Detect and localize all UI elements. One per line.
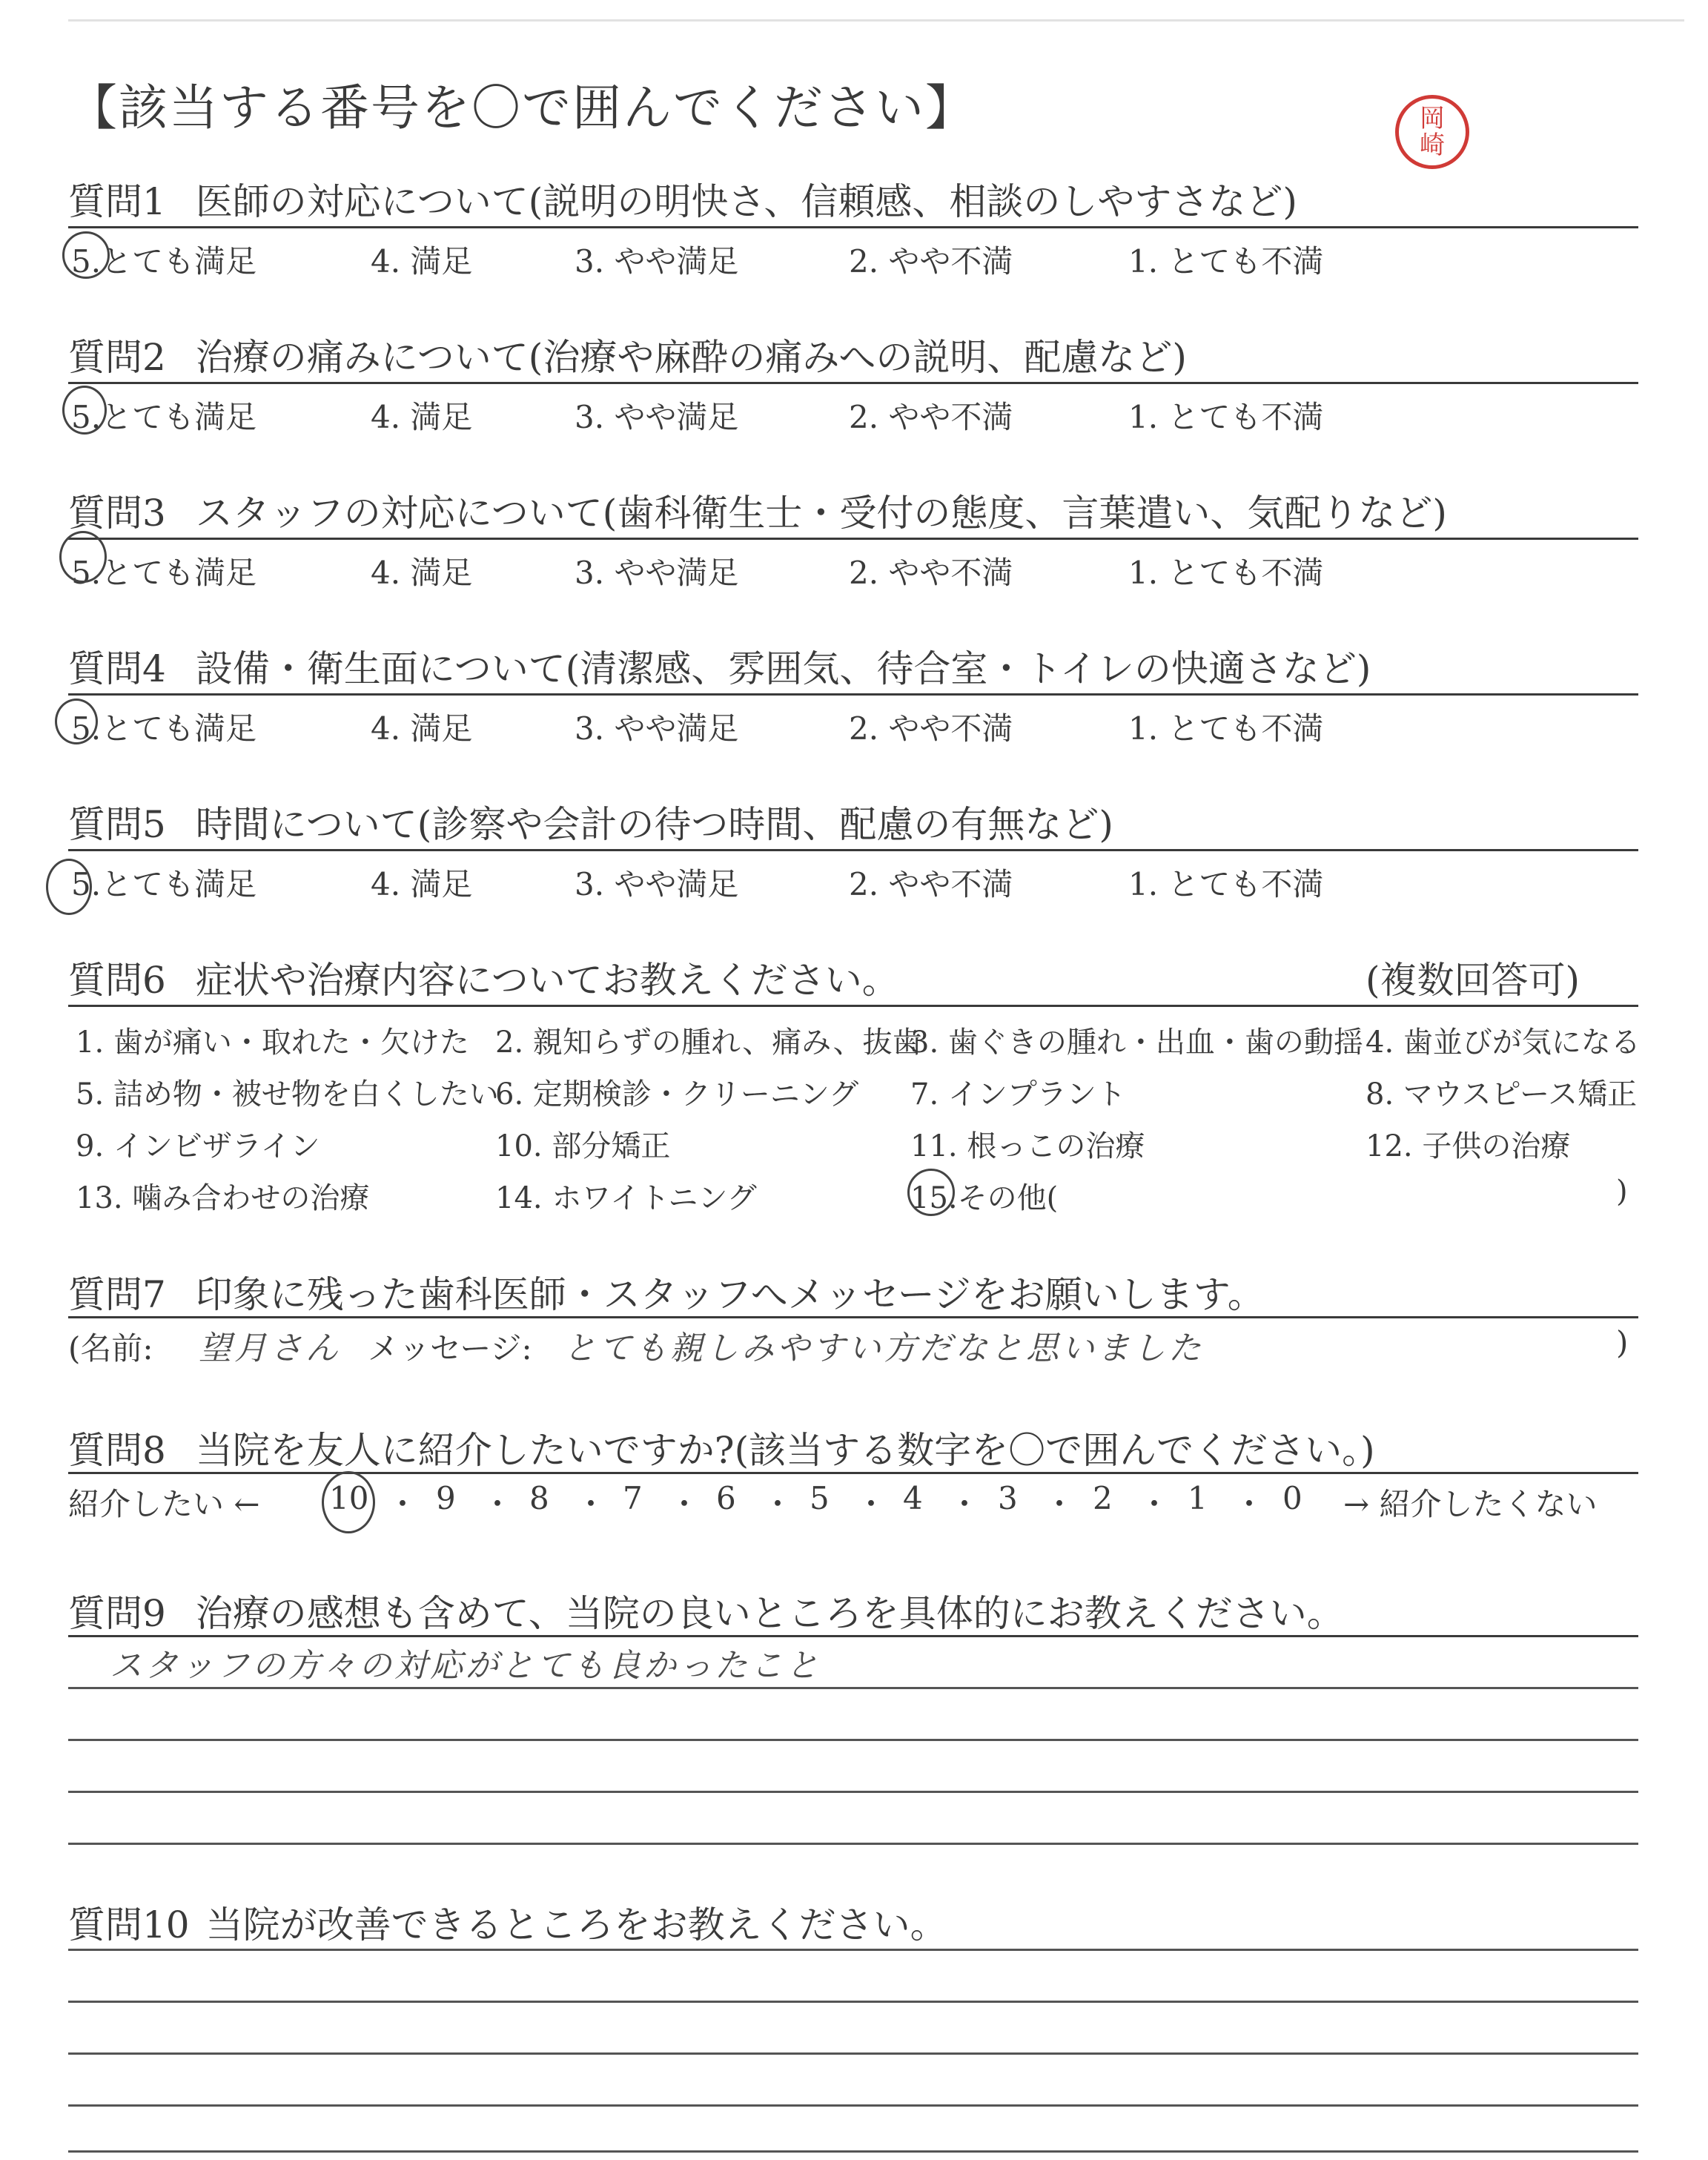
q8-scale-4[interactable]: 4 <box>903 1480 923 1516</box>
q7-message-value[interactable]: とても親しみやすい方だなと思いました <box>563 1330 1204 1367</box>
q3-title: 質問3 スタッフの対応について(歯科衛生士・受付の態度、言葉遣い、気配りなど) <box>68 492 1447 535</box>
q2-option-2[interactable]: 2. やや不満 <box>849 399 1013 435</box>
q3-option-5[interactable]: 5.とても満足 <box>71 555 257 591</box>
q3-option-4[interactable]: 4. 満足 <box>371 555 473 591</box>
q8-dot: ・ <box>1234 1486 1265 1522</box>
q9-answer[interactable]: スタッフの方々の対応がとても良かったこと <box>110 1647 821 1685</box>
q6-option-11[interactable]: 11. 根っこの治療 <box>910 1129 1145 1163</box>
q6-option-14[interactable]: 14. ホワイトニング <box>495 1181 757 1215</box>
q4-title: 質問4 設備・衛生面について(清潔感、雰囲気、待合室・トイレの快適さなど) <box>68 647 1371 690</box>
q3-option-1[interactable]: 1. とても不満 <box>1128 555 1324 591</box>
q6-option-1[interactable]: 1. 歯が痛い・取れた・欠けた <box>76 1025 469 1060</box>
q9-answer-line-3 <box>68 1791 1638 1793</box>
q5-option-4[interactable]: 4. 満足 <box>371 866 473 902</box>
q6-option-2[interactable]: 2. 親知らずの腫れ、痛み、抜歯 <box>495 1025 922 1060</box>
q6-option-12[interactable]: 12. 子供の治療 <box>1366 1129 1571 1163</box>
q4-option-3[interactable]: 3. やや満足 <box>575 710 739 747</box>
q5-option-5[interactable]: 5.とても満足 <box>71 866 257 902</box>
q7-close-paren: ) <box>1616 1324 1629 1361</box>
q7-name-value[interactable]: 望月さん <box>199 1330 341 1367</box>
q7-title: 質問7 印象に残った歯科医師・スタッフへメッセージをお願いします。 <box>68 1273 1265 1316</box>
q8-dot: ・ <box>949 1486 981 1522</box>
q6-option-13[interactable]: 13. 噛み合わせの治療 <box>76 1181 370 1215</box>
q8-scale-10[interactable]: 10 <box>329 1480 369 1516</box>
q8-dot: ・ <box>669 1486 701 1522</box>
q8-dot: ・ <box>387 1486 419 1522</box>
q8-scale-8[interactable]: 8 <box>529 1480 549 1516</box>
q8-right-label: → 紹介したくない <box>1343 1486 1598 1522</box>
q6-option-5[interactable]: 5. 詰め物・被せ物を白くしたい <box>76 1077 499 1112</box>
q7-message-label: メッセージ: <box>368 1330 532 1367</box>
q1-option-5[interactable]: 5.とても満足 <box>71 243 257 280</box>
q8-scale-2[interactable]: 2 <box>1093 1480 1113 1516</box>
q9-title: 質問9 治療の感想も含めて、当院の良いところを具体的にお教えください。 <box>68 1592 1344 1635</box>
q10-answer-line-5 <box>68 2150 1638 2153</box>
q8-scale-6[interactable]: 6 <box>716 1480 736 1516</box>
q2-rule <box>68 382 1638 384</box>
q6-rule <box>68 1005 1638 1007</box>
q6-option-9[interactable]: 9. インビザライン <box>76 1129 320 1163</box>
q1-option-2[interactable]: 2. やや不満 <box>849 243 1013 280</box>
q1-rule <box>68 226 1638 228</box>
q2-option-5[interactable]: 5.とても満足 <box>71 399 257 435</box>
q7-rule <box>68 1316 1638 1318</box>
q4-option-4[interactable]: 4. 満足 <box>371 710 473 747</box>
q5-rule <box>68 849 1638 851</box>
q4-rule <box>68 693 1638 696</box>
q6-option-8[interactable]: 8. マウスピース矯正 <box>1366 1077 1638 1112</box>
q8-rule <box>68 1472 1638 1474</box>
q2-option-4[interactable]: 4. 満足 <box>371 399 473 435</box>
q1-title: 質問1 医師の対応について(説明の明快さ、信頼感、相談のしやすさなど) <box>68 180 1297 223</box>
q8-title: 質問8 当院を友人に紹介したいですか?(該当する数字を〇で囲んでください。) <box>68 1429 1375 1472</box>
q9-answer-line-1 <box>68 1687 1638 1689</box>
q8-scale-9[interactable]: 9 <box>436 1480 456 1516</box>
q3-rule <box>68 538 1638 540</box>
q6-option-10[interactable]: 10. 部分矯正 <box>495 1129 671 1163</box>
q8-dot: ・ <box>855 1486 887 1522</box>
page-title: 【該当する番号を〇で囲んでください】 <box>68 79 976 136</box>
q5-option-2[interactable]: 2. やや不満 <box>849 866 1013 902</box>
q9-answer-line-2 <box>68 1739 1638 1741</box>
q8-scale-1[interactable]: 1 <box>1188 1480 1208 1516</box>
q10-title: 質問10 当院が改善できるところをお教えください。 <box>68 1903 947 1946</box>
q10-answer-line-1 <box>68 1949 1638 1951</box>
q10-answer-line-2 <box>68 2001 1638 2003</box>
q2-option-3[interactable]: 3. やや満足 <box>575 399 739 435</box>
q6-option-15-close: ) <box>1616 1175 1628 1209</box>
q6-option-15[interactable]: 15.その他( <box>910 1181 1059 1215</box>
q1-option-1[interactable]: 1. とても不満 <box>1128 243 1324 280</box>
q10-answer-line-4 <box>68 2104 1638 2107</box>
top-border <box>68 19 1684 22</box>
q8-scale-3[interactable]: 3 <box>998 1480 1018 1516</box>
q2-title: 質問2 治療の痛みについて(治療や麻酔の痛みへの説明、配慮など) <box>68 336 1187 379</box>
q6-title: 質問6 症状や治療内容についてお教えください。 <box>68 959 899 1002</box>
q6-note: (複数回答可) <box>1366 959 1580 1002</box>
q6-option-4[interactable]: 4. 歯並びが気になる <box>1366 1025 1641 1060</box>
q10-answer-line-3 <box>68 2052 1638 2055</box>
q3-option-3[interactable]: 3. やや満足 <box>575 555 739 591</box>
q8-dot: ・ <box>762 1486 794 1522</box>
q6-option-7[interactable]: 7. インプラント <box>910 1077 1126 1112</box>
q5-option-3[interactable]: 3. やや満足 <box>575 866 739 902</box>
q6-option-3[interactable]: 3. 歯ぐきの腫れ・出血・歯の動揺 <box>910 1025 1363 1060</box>
q9-answer-line-4 <box>68 1843 1638 1845</box>
q8-left-label: 紹介したい ← <box>68 1486 260 1522</box>
q6-option-6[interactable]: 6. 定期検診・クリーニング <box>495 1077 859 1112</box>
q8-scale-7[interactable]: 7 <box>623 1480 643 1516</box>
q8-dot: ・ <box>575 1486 607 1522</box>
q4-option-2[interactable]: 2. やや不満 <box>849 710 1013 747</box>
q8-dot: ・ <box>1044 1486 1076 1522</box>
q1-option-3[interactable]: 3. やや満足 <box>575 243 739 280</box>
q8-dot: ・ <box>1139 1486 1171 1522</box>
q3-option-2[interactable]: 2. やや不満 <box>849 555 1013 591</box>
q4-option-1[interactable]: 1. とても不満 <box>1128 710 1324 747</box>
q9-rule <box>68 1635 1638 1637</box>
q5-title: 質問5 時間について(診察や会計の待つ時間、配慮の有無など) <box>68 803 1113 846</box>
q4-option-5[interactable]: 5.とても満足 <box>71 710 257 747</box>
q2-option-1[interactable]: 1. とても不満 <box>1128 399 1324 435</box>
q1-option-4[interactable]: 4. 満足 <box>371 243 473 280</box>
q5-option-1[interactable]: 1. とても不満 <box>1128 866 1324 902</box>
q8-scale-0[interactable]: 0 <box>1282 1480 1302 1516</box>
seal-stamp: 岡 崎 <box>1395 95 1469 169</box>
q7-name-label: (名前: <box>68 1330 153 1367</box>
q8-scale-5[interactable]: 5 <box>810 1480 830 1516</box>
q8-dot: ・ <box>482 1486 514 1522</box>
